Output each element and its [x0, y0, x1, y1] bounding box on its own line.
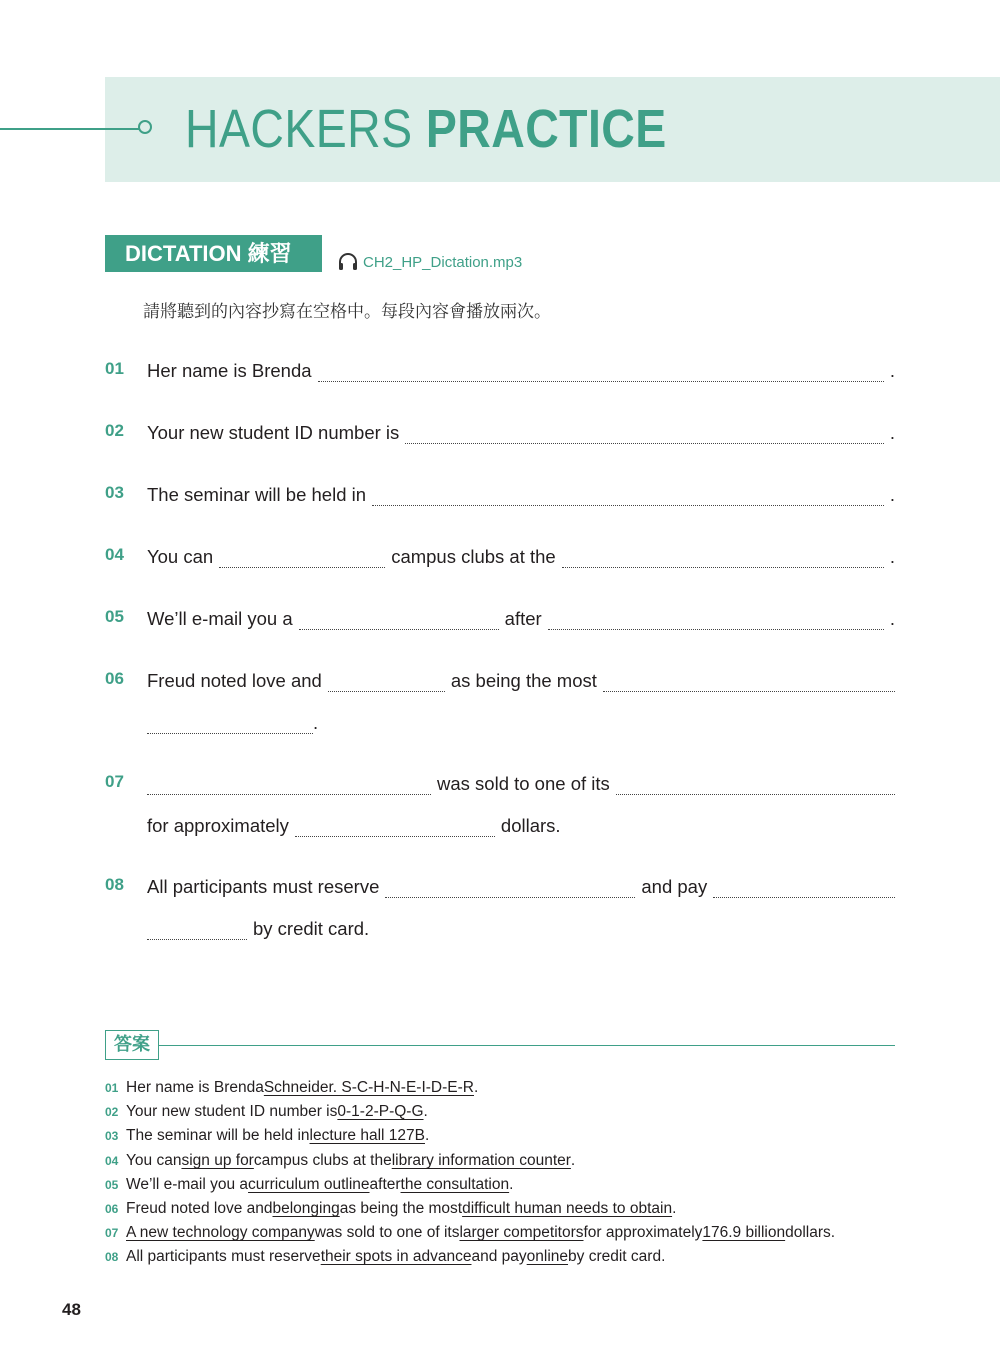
instruction-text: 請將聽到的內容抄寫在空格中。每段內容會播放兩次。 [143, 302, 551, 322]
answer-blank[interactable] [616, 776, 895, 795]
question-line-cont: for approximately dollars. [147, 815, 561, 836]
answer-blank[interactable] [328, 673, 445, 692]
answer-row: 08 All participants must reserve their spots in advance and pay online by credit card. [105, 1248, 666, 1265]
answer-blank[interactable] [295, 818, 495, 837]
page-number: 48 [62, 1300, 81, 1319]
answer-blank[interactable] [147, 776, 431, 795]
answer-blank[interactable] [603, 673, 895, 692]
question-line: We’ll e-mail you a after . [147, 608, 895, 629]
question-number: 05 [105, 607, 124, 626]
answer-row: 02 Your new student ID number is 0-1-2-P-Q-G . [105, 1103, 428, 1120]
answer-blank[interactable] [548, 611, 884, 630]
answer-row: 01 Her name is Brenda Schneider. S-C-H-N-E-I-D-E-R . [105, 1079, 479, 1096]
headphones-icon [337, 252, 359, 272]
question-number: 02 [105, 421, 124, 440]
answer-blank[interactable] [405, 425, 884, 444]
question-line-cont: . [147, 708, 895, 734]
question-number: 08 [105, 875, 124, 894]
question-line: All participants must reserve and pay [147, 872, 895, 898]
answer-blank[interactable] [318, 363, 884, 382]
question-line: The seminar will be held in . [147, 484, 895, 505]
answer-blank[interactable] [562, 549, 884, 568]
question-number: 01 [105, 359, 124, 378]
question-line-cont: by credit card. [147, 914, 895, 940]
page-title: HACKERS PRACTICE [185, 99, 667, 159]
answer-key-tag: 答案 [105, 1030, 159, 1060]
answer-blank[interactable] [147, 715, 313, 734]
answer-divider [159, 1045, 895, 1046]
answer-row: 04 You can sign up for campus clubs at the library information counter . [105, 1152, 576, 1169]
question-line: was sold to one of its [147, 769, 895, 795]
question-line: Your new student ID number is . [147, 422, 895, 443]
answer-blank[interactable] [385, 879, 635, 898]
question-number: 03 [105, 483, 124, 502]
question-number: 04 [105, 545, 124, 564]
question-line: Her name is Brenda . [147, 360, 895, 381]
answer-blank[interactable] [713, 879, 895, 898]
answer-row: 06 Freud noted love and belonging as being the most difficult human needs to obtain . [105, 1200, 677, 1217]
answer-blank[interactable] [372, 487, 884, 506]
question-number: 06 [105, 669, 124, 688]
question-line: You can campus clubs at the . [147, 546, 895, 567]
question-line: Freud noted love and as being the most [147, 666, 895, 692]
answer-blank[interactable] [219, 549, 385, 568]
answer-row: 07 A new technology company was sold to one of its larger competitors for approximately 176.9 billion dollars. [105, 1224, 836, 1241]
answer-blank[interactable] [147, 921, 247, 940]
answer-blank[interactable] [299, 611, 499, 630]
answer-row: 03 The seminar will be held in lecture hall 127B . [105, 1127, 430, 1144]
answer-row: 05 We’ll e-mail you a curriculum outline after the consultation . [105, 1176, 514, 1193]
banner-decor-circle [138, 120, 152, 134]
banner-decor-line [0, 128, 140, 130]
section-badge: DICTATION 練習 [105, 235, 322, 272]
question-number: 07 [105, 772, 124, 791]
audio-link[interactable] [337, 252, 522, 272]
audio-filename[interactable]: CH2_HP_Dictation.mp3 [363, 253, 523, 271]
